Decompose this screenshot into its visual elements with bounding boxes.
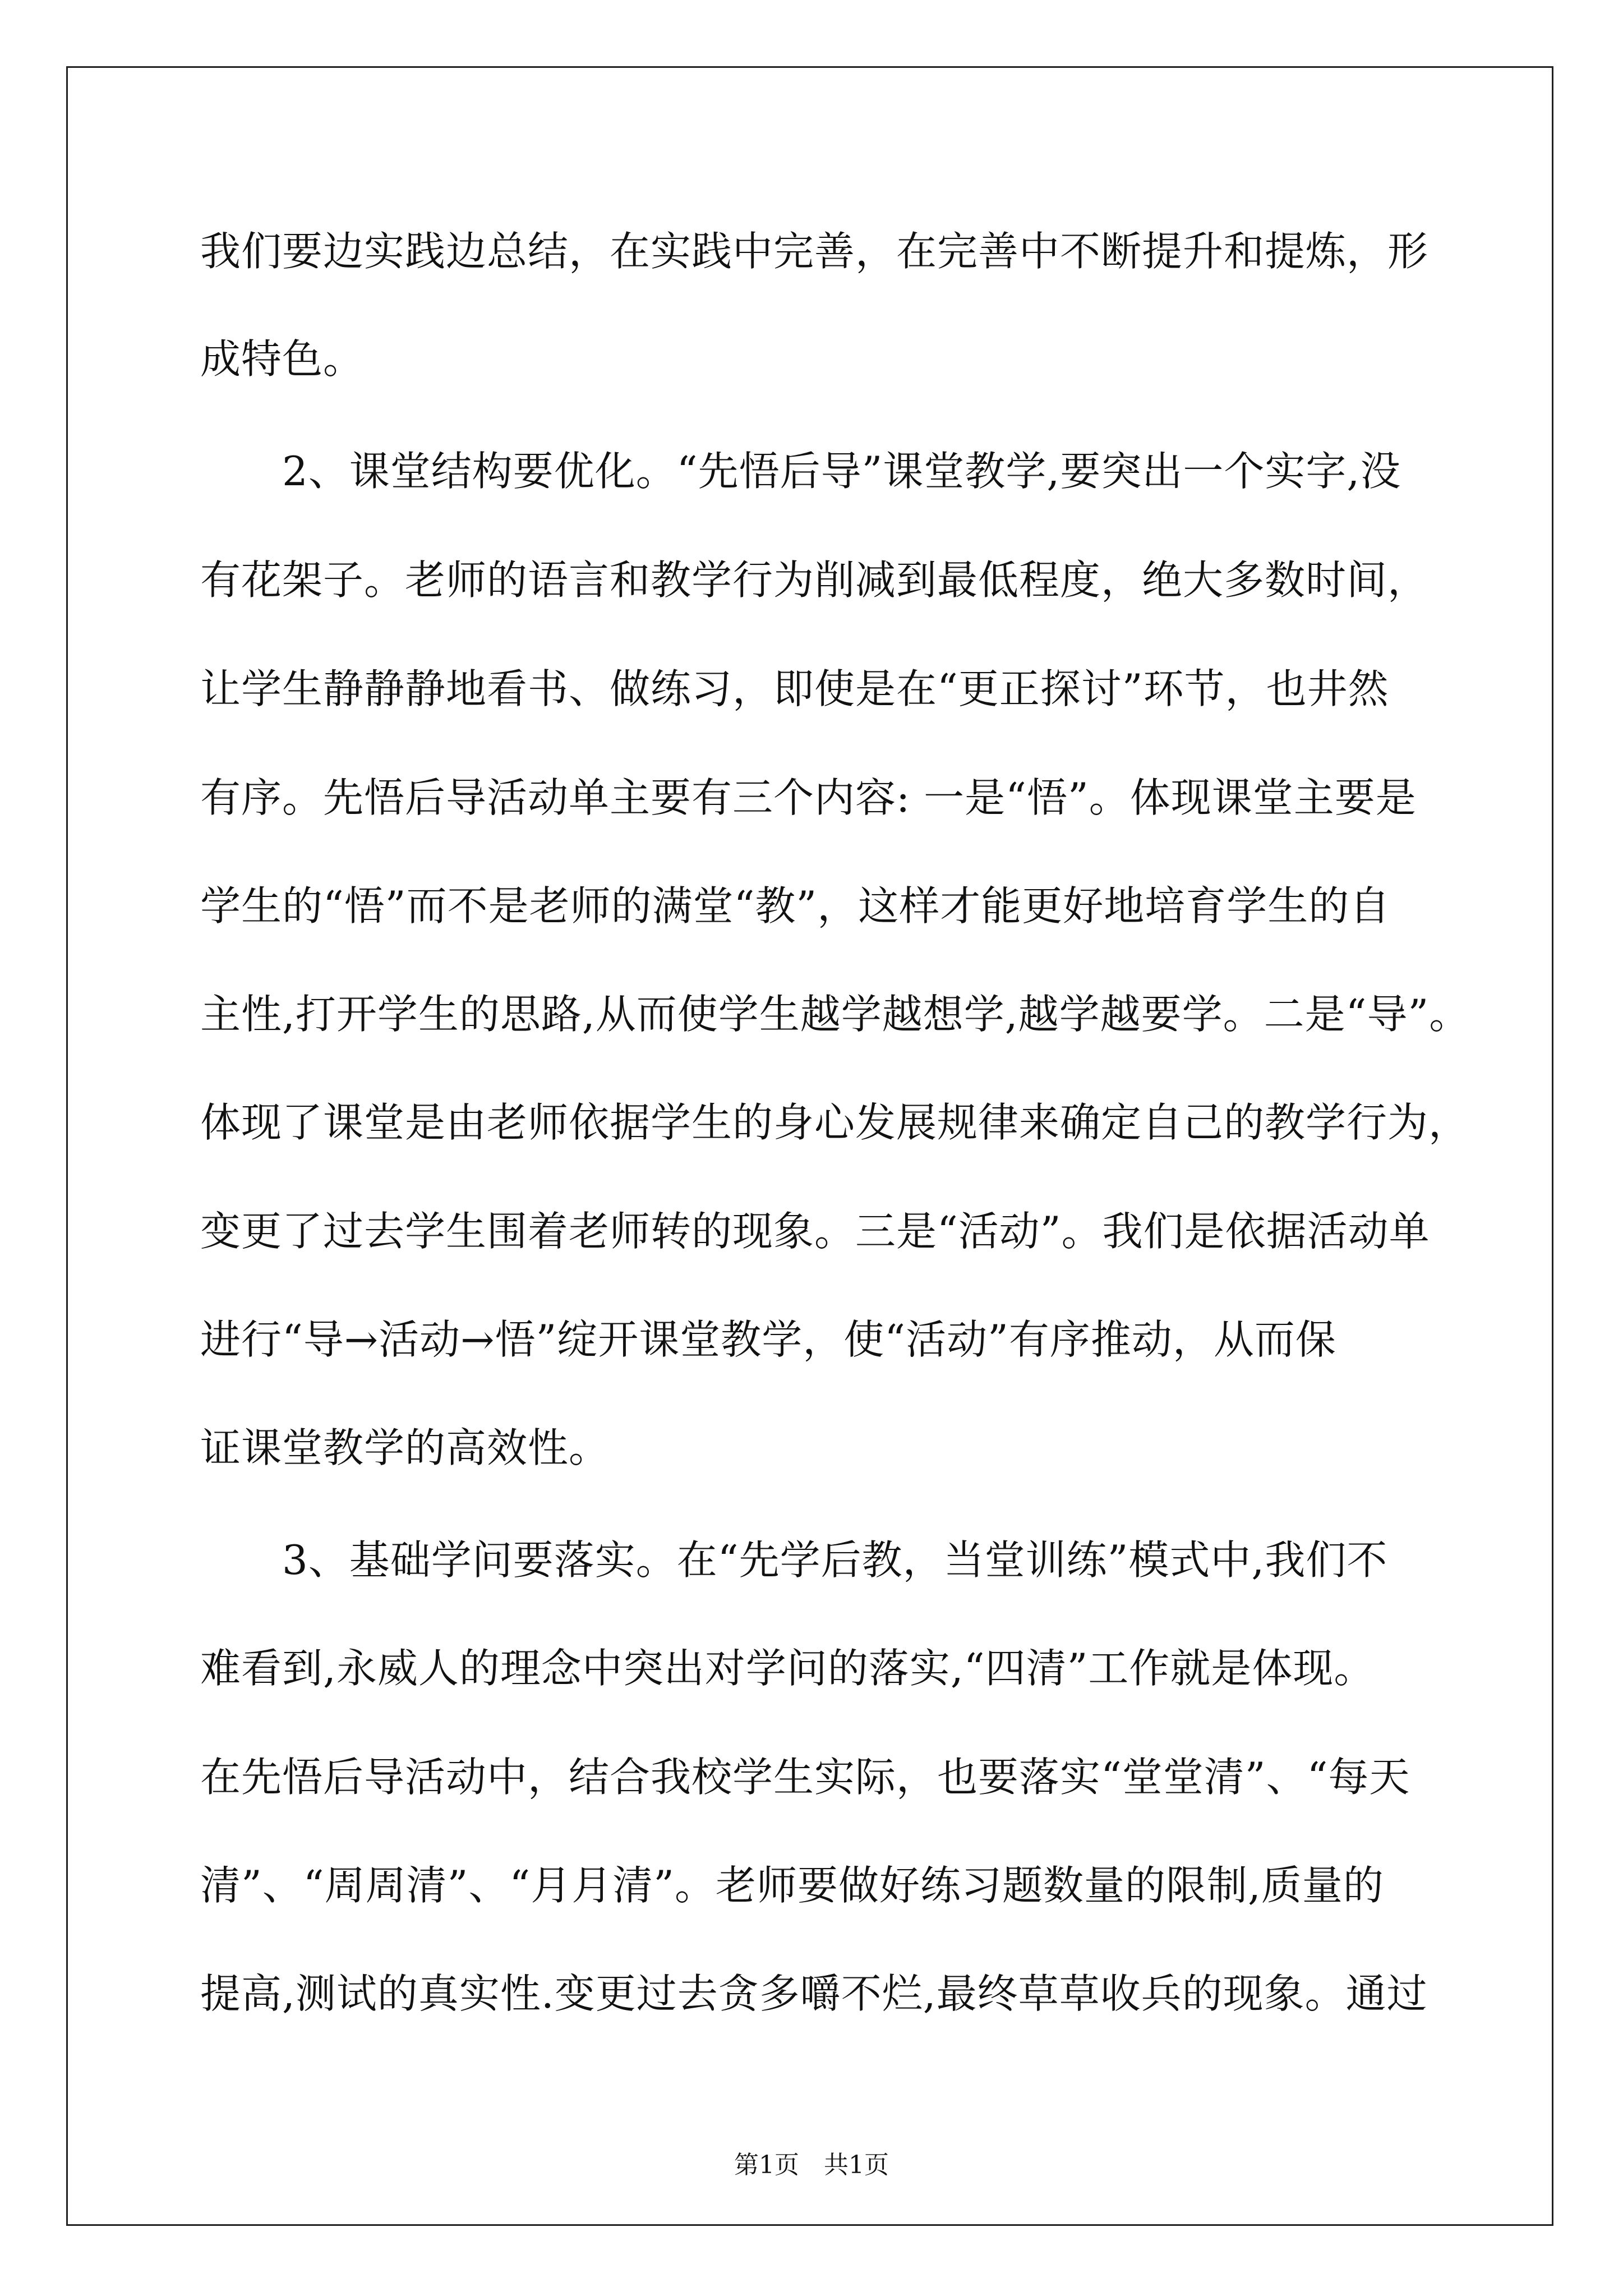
text-line: 清”、“周周清”、“月月清”。老师要做好练习题数量的限制,质量的 <box>200 1862 1384 1909</box>
text-line: 学生的“悟”而不是老师的满堂“教”，这样才能更好地培育学生的自 <box>200 882 1391 930</box>
text-line: 变更了过去学生围着老师转的现象。三是“活动”。我们是依据活动单 <box>200 1208 1430 1255</box>
text-line: 证课堂教学的高效性。 <box>200 1424 610 1471</box>
text-line: 在先悟后导活动中，结合我校学生实际，也要落实“堂堂清”、“每天 <box>200 1754 1410 1801</box>
text-line: 让学生静静静地看书、做练习，即使是在“更正探讨”环节，也井然 <box>200 665 1389 712</box>
text-line: 提高,测试的真实性.变更过去贪多嚼不烂,最终草草收兵的现象。通过 <box>200 1970 1428 2017</box>
text-line: 主性,打开学生的思路,从而使学生越学越想学,越学越要学。二是“导”。 <box>200 991 1470 1038</box>
text-line: 3、基础学问要落实。在“先学后教，当堂训练”模式中,我们不 <box>200 1536 1388 1584</box>
text-line: 我们要边实践边总结，在实践中完善，在完善中不断提升和提炼，形 <box>200 228 1429 275</box>
text-line: 成特色。 <box>200 335 365 383</box>
text-line: 有花架子。老师的语言和教学行为削减到最低程度，绝大多数时间， <box>200 556 1429 604</box>
text-line: 有序。先悟后导活动单主要有三个内容: 一是“悟”。体现课堂主要是 <box>200 774 1417 821</box>
text-line: 难看到,永威人的理念中突出对学问的落实,“四清”工作就是体现。 <box>200 1645 1375 1692</box>
page-footer: 第1页 共1页 <box>734 2151 889 2179</box>
text-line: 2、课堂结构要优化。“先悟后导”课堂教学,要突出一个实字,没 <box>200 448 1401 495</box>
text-line: 进行“导→活动→悟”绽开课堂教学，使“活动”有序推动，从而保 <box>200 1316 1336 1363</box>
text-line: 体现了课堂是由老师依据学生的身心发展规律来确定自己的教学行为， <box>200 1099 1470 1146</box>
